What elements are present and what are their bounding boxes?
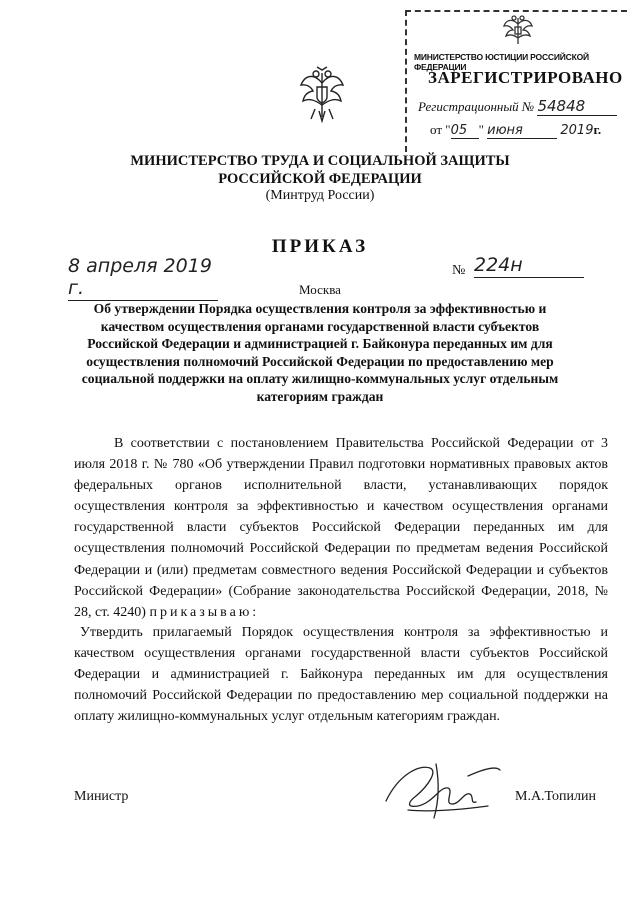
ministry-short-name: (Минтруд России)	[265, 188, 375, 203]
ministry-name-line1: МИНИСТЕРСТВО ТРУДА И СОЦИАЛЬНОЙ ЗАЩИТЫ	[130, 153, 510, 169]
coat-of-arms-icon	[297, 65, 347, 125]
stamp-status: ЗАРЕГИСТРИРОВАНО	[428, 68, 623, 87]
order-number-label: №	[452, 263, 466, 278]
body-paragraph-2: Утвердить прилагаемый Порядок осуществления контроля за эффективностью и качеством осуществления органами государственной власти субъектов Российской Федерации и администрацией г. Байконура переданных им для осуществления полномочий Российской Федерации по предоставлению мер социальной поддержки на оплату жилищно-коммунальных услуг отдельным категориям граждан.	[74, 625, 608, 725]
stamp-reg-label: Регистрационный №	[418, 99, 535, 114]
document-title: ПРИКАЗ	[271, 236, 369, 257]
stamp-date-suffix: г.	[593, 122, 602, 137]
stamp-registration-line	[418, 97, 617, 116]
signatory-name: М.А.Топилин	[515, 789, 597, 804]
preamble-text: В соответствии с постановлением Правительства Российской Федерации от 3 июля 2018 г. № 780 «Об утверждении Правил подготовки нормативных правовых актов федеральных органов исполнительной власти, устанавливающих порядок осуществления контроля за эффективностью и качеством осуществления органами государственной власти субъектов Российской Федерации переданных им для осуществления полномочий Российской Федерации по предметам ведения Российской Федерации и (или) предметам совместного ведения Российской Федерации и субъектов Российской Федерации» (Собрание законодательства Российской Федерации, 2018, № 28, ст. 4240)	[74, 436, 608, 620]
stamp-reg-number: 54848	[537, 97, 617, 116]
stamp-date-line	[430, 122, 601, 139]
order-number: 224н	[474, 254, 584, 278]
stamp-date-year: 2019	[560, 123, 594, 138]
stamp-eagle-emblem-icon	[500, 12, 536, 48]
order-subject: Об утверждении Порядка осуществления контроля за эффективностью и качеством осуществления органами государственной власти субъектов Российской Федерации и администрацией г. Байконура переданных им для осуществления полномочий Российской Федерации по предоставлению мер социальной поддержки на оплату жилищно-коммунальных услуг отдельным категориям граждан	[81, 301, 559, 404]
stamp-date-day: 05	[451, 123, 479, 139]
ministry-name-line2: РОССИЙСКОЙ ФЕДЕРАЦИИ	[218, 171, 422, 187]
stamp-date-month: июня	[487, 123, 557, 139]
order-city: Москва	[299, 282, 341, 297]
ministry-name	[0, 152, 640, 188]
stamp-ministry-name: МИНИСТЕРСТВО ЮСТИЦИИ РОССИЙСКОЙ ФЕДЕРАЦИИ	[414, 52, 589, 72]
order-date: 8 апреля 2019 г.	[68, 255, 218, 301]
signatory-title: Министр	[74, 789, 129, 804]
handwritten-signature	[378, 756, 503, 826]
order-word: приказываю:	[149, 604, 260, 620]
stamp-date-quote: "	[478, 122, 484, 137]
stamp-date-prefix: от "	[430, 122, 451, 137]
body-paragraph-1	[74, 433, 608, 623]
